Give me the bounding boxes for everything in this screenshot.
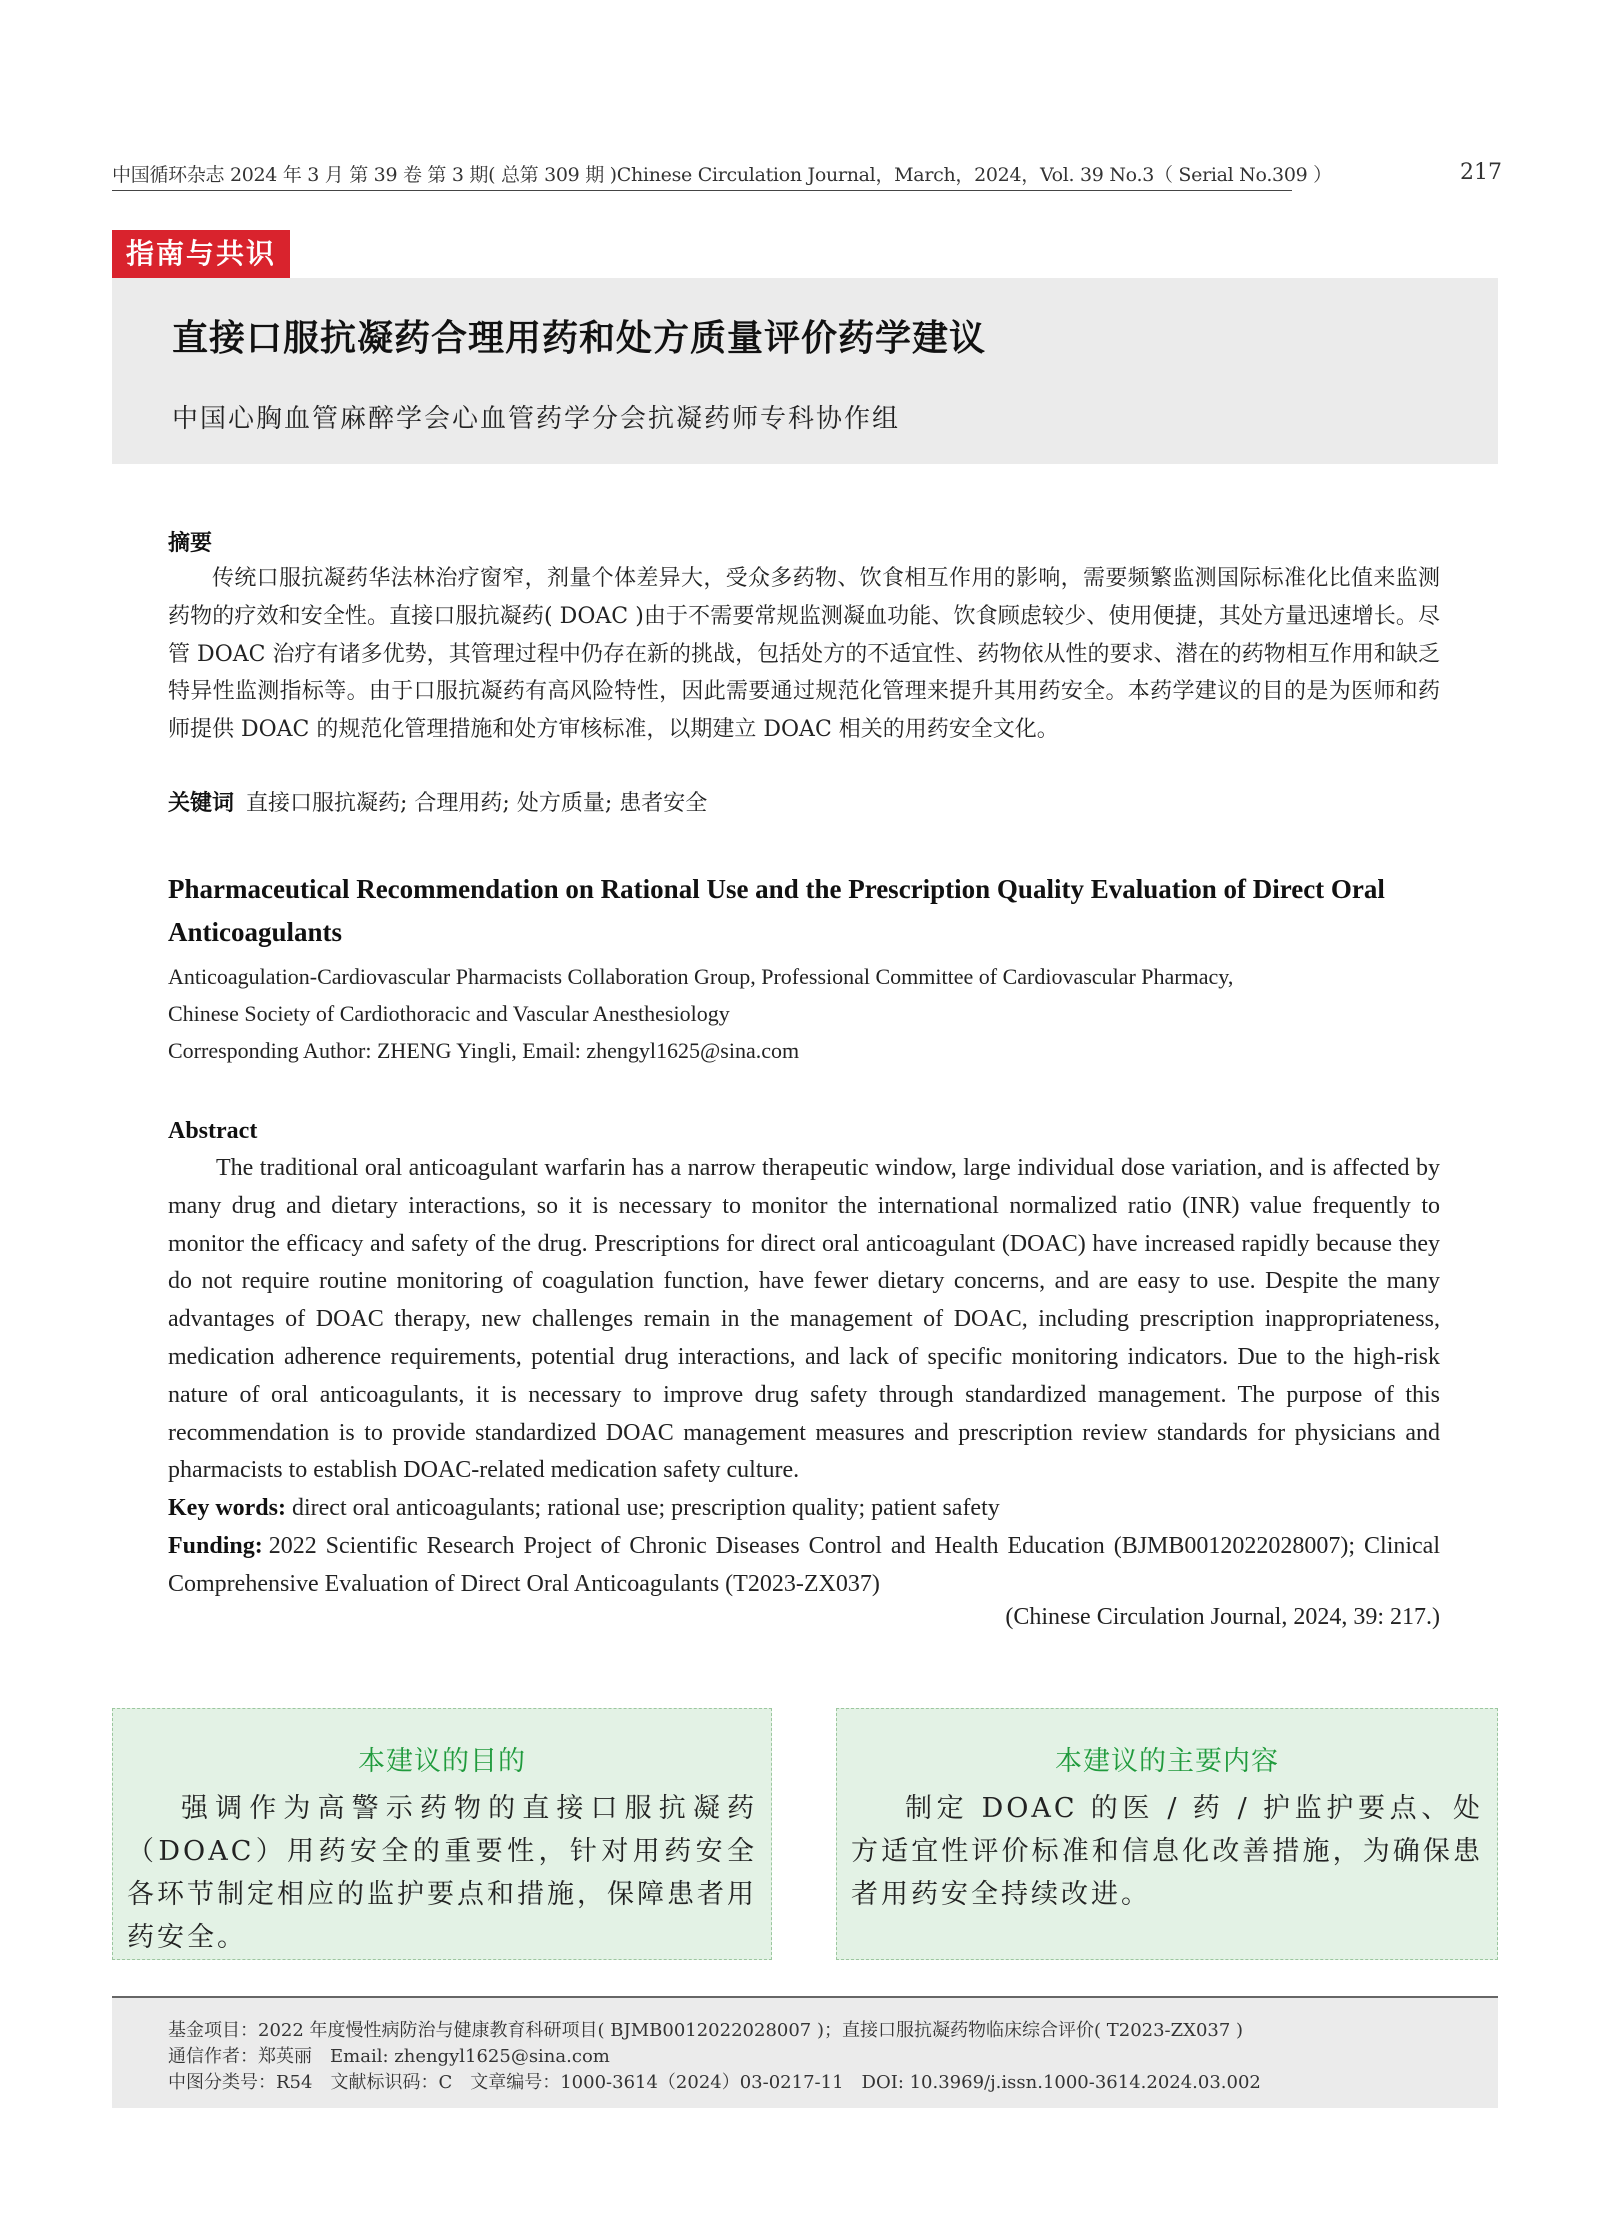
funding-text-en: 2022 Scientific Research Project of Chronic Diseases Control and Health Education (BJMB0012022028007); Clinical Comprehensive Evaluation of Direct Oral Anticoagulants (T2023-ZX037) (168, 1533, 1440, 1597)
abstract-text-en: The traditional oral anticoagulant warfarin has a narrow therapeutic window, large individual dose variation, and is affected by many drug and dietary interactions, so it is necessary to monitor the international normalized ratio (INR) value frequently to monitor the efficacy and safety of the drug. Prescriptions for direct oral anticoagulant (DOAC) have increased rapidly because they do not require routine monitoring of coagulation function, have fewer dietary concerns, and are easy to use. Despite the many advantages of DOAC therapy, new challenges remain in the management of DOAC, including prescription inappropriateness, medication adherence requirements, potential drug interactions, and lack of specific monitoring indicators. Due to the high-risk nature of oral anticoagulants, it is necessary to improve drug safety through standardized management. The purpose of this recommendation is to provide standardized DOAC management measures and prescription review standards for physicians and pharmacists to establish DOAC-related medication safety culture. (168, 1155, 1440, 1484)
abstract-label-en: Abstract (168, 1118, 258, 1144)
page-number: 217 (1460, 160, 1502, 185)
column-tag: 指南与共识 (112, 230, 290, 278)
purpose-box (112, 1708, 772, 1960)
footnote-classification: 中图分类号：R54 文献标识码：C 文章编号：1000-3614（2024）03-0217-11 DOI: 10.3969/j.issn.1000-3614.2024.03.002 (168, 2072, 1261, 2093)
keywords-en (168, 1490, 1440, 1528)
content-box-text: 制定 DOAC 的医 / 药 / 护监护要点、处方适宜性评价标准和信息化改善措施，为确保患者用药安全持续改进。 (851, 1793, 1483, 1910)
affiliation-line-1: Anticoagulation-Cardiovascular Pharmacists Collaboration Group, Professional Committee of Cardiovascular Pharmacy, (168, 964, 1234, 989)
funding-label-en: Funding: (168, 1533, 263, 1559)
keywords-label-en: Key words: (168, 1495, 286, 1521)
affiliation-line-2: Chinese Society of Cardiothoracic and Vascular Anesthesiology (168, 1001, 730, 1026)
corresponding-author: Corresponding Author: ZHENG Yingli, Email: zhengyl1625@sina.com (168, 1038, 800, 1063)
author-group: 中国心胸血管麻醉学会心血管药学分会抗凝药师专科协作组 (172, 404, 901, 434)
title-box (112, 278, 1498, 464)
english-affiliation (168, 958, 1458, 1069)
abstract-label-cn: 摘要 (168, 531, 213, 556)
running-head: 中国循环杂志 2024 年 3 月 第 39 卷 第 3 期( 总第 309 期 )Chinese Circulation Journal，March，2024，Vol. 39 No.3（ Serial No.309 ） (112, 160, 1292, 191)
abstract-text-cn: 传统口服抗凝药华法林治疗窗窄，剂量个体差异大，受众多药物、饮食相互作用的影响，需要频繁监测国际标准化比值来监测药物的疗效和安全性。直接口服抗凝药( DOAC )由于不需要常规监测凝血功能、饮食顾虑较少、使用便捷，其处方量迅速增长。尽管 DOAC 治疗有诸多优势，其管理过程中仍存在新的挑战，包括处方的不适宜性、药物依从性的要求、潜在的药物相互作用和缺乏特异性监测指标等。由于口服抗凝药有高风险特性，因此需要通过规范化管理来提升其用药安全。本药学建议的目的是为医师和药师提供 DOAC 的规范化管理措施和处方审核标准，以期建立 DOAC 相关的用药安全文化。 (168, 566, 1440, 743)
footnote-funding: 基金项目：2022 年度慢性病防治与健康教育科研项目( BJMB0012022028007 )；直接口服抗凝药物临床综合评价( T2023-ZX037 ) (168, 2020, 1244, 2041)
funding-en (168, 1528, 1440, 1604)
content-box-title: 本建议的主要内容 (1055, 1746, 1279, 1777)
english-title: Pharmaceutical Recommendation on Rational Use and the Prescription Quality Evaluation of Direct Oral Anticoagulants (168, 874, 1385, 947)
keywords-cn (168, 786, 707, 817)
content-box (836, 1708, 1498, 1960)
purpose-box-title: 本建议的目的 (358, 1746, 526, 1777)
purpose-box-text: 强调作为高警示药物的直接口服抗凝药（DOAC）用药安全的重要性，针对用药安全各环节制定相应的监护要点和措施，保障患者用药安全。 (127, 1793, 757, 1953)
page-title: 直接口服抗凝药合理用药和处方质量评价药学建议 (172, 318, 987, 359)
keywords-label-cn: 关键词 (168, 791, 235, 816)
keywords-text-cn: 直接口服抗凝药; 合理用药; 处方质量; 患者安全 (246, 791, 708, 816)
citation: (Chinese Circulation Journal, 2024, 39: 217.) (1005, 1604, 1440, 1630)
footnote-correspondence: 通信作者：郑英丽 Email: zhengyl1625@sina.com (168, 2046, 610, 2067)
keywords-text-en: direct oral anticoagulants; rational use; prescription quality; patient safety (291, 1495, 1000, 1521)
